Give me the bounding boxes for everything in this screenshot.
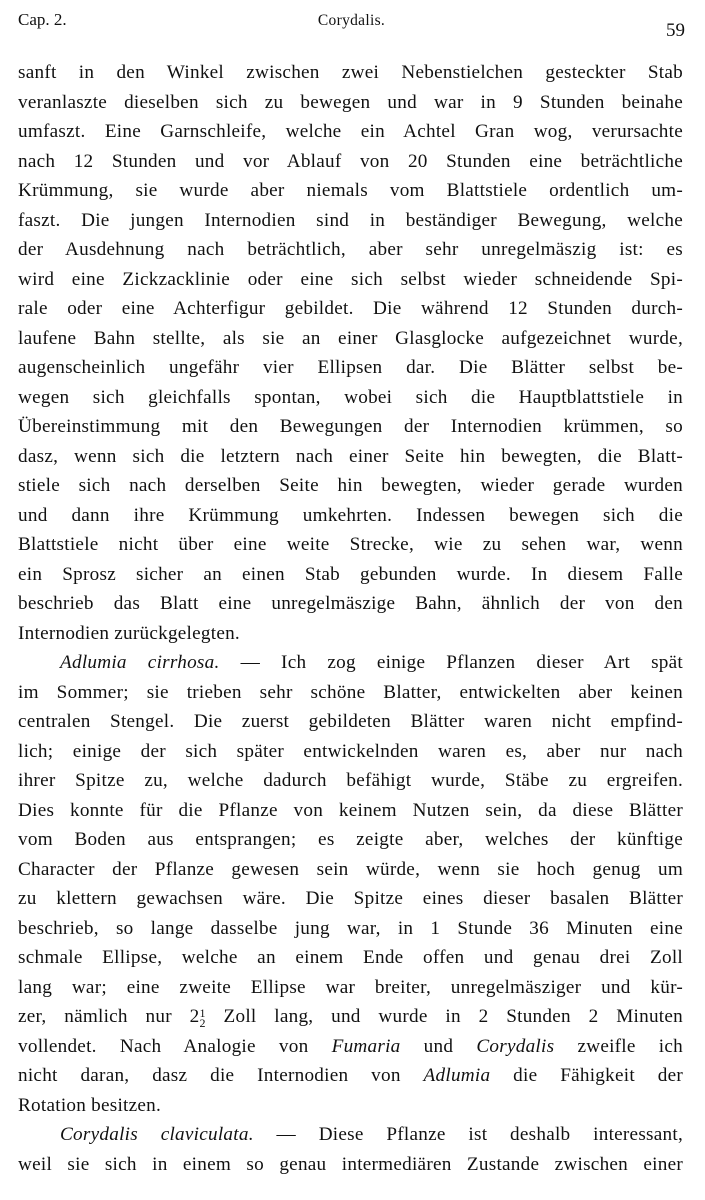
text-line xyxy=(18,884,683,914)
text-run: nach 12 Stunden und vor Ablauf von 20 Stunden eine beträchtliche xyxy=(18,150,683,172)
text-line xyxy=(18,1120,683,1150)
text-run: im Sommer; sie trieben sehr schöne Blatter, entwickelten aber keinen xyxy=(18,681,683,703)
italic-name: Corydalis claviculata. xyxy=(60,1124,254,1145)
text-run: Character der Pflanze gewesen sein würde, wenn sie hoch genug um xyxy=(18,858,683,880)
text-line xyxy=(18,147,683,177)
text-run: wird eine Zickzacklinie oder eine sich selbst wieder schneidende Spi- xyxy=(18,268,683,290)
text-run: sanft in den Winkel zwischen zwei Nebenstielchen gesteckter Stab xyxy=(18,62,683,83)
text-run: zu klettern gewachsen wäre. Die Spitze eines dieser basalen Blätter xyxy=(18,888,683,909)
text-line xyxy=(18,206,683,236)
text-line xyxy=(18,943,683,973)
italic-name: Corydalis xyxy=(476,1035,555,1057)
text-line xyxy=(18,1091,683,1121)
text-run: veranlaszte dieselben sich zu bewegen und war in 9 Stunden beinahe xyxy=(18,91,683,113)
text-line xyxy=(18,1032,683,1062)
text-line xyxy=(18,58,683,88)
text-line xyxy=(18,88,683,118)
text-line xyxy=(18,501,683,531)
text-run: — Diese Pflanze ist deshalb interessant, xyxy=(253,1124,683,1145)
text-line xyxy=(18,855,683,885)
text-line xyxy=(18,648,683,678)
text-run: vom Boden aus entsprangen; es zeigte aber, welches der künftige xyxy=(18,829,683,850)
text-line xyxy=(18,1150,683,1180)
text-line xyxy=(18,265,683,295)
text-run: augenscheinlich ungefähr vier Ellipsen dar. Die Blätter selbst be- xyxy=(18,357,683,378)
text-run: nicht daran, dasz die Internodien von xyxy=(18,1065,424,1086)
text-run: stiele sich nach derselben Seite hin bewegten, wieder gerade wurden xyxy=(18,475,683,496)
italic-name: Adlumia xyxy=(423,1065,491,1086)
text-line xyxy=(18,471,683,501)
text-line xyxy=(18,589,683,619)
text-line xyxy=(18,324,683,354)
text-run: schmale Ellipse, welche an einem Ende offen und genau drei Zoll xyxy=(18,947,683,968)
text-run: rale oder eine Achterfigur gebildet. Die während 12 Stunden durch- xyxy=(18,298,683,319)
text-run: Übereinstimmung mit den Bewegungen der Internodien krümmen, so xyxy=(18,416,683,437)
text-run: Dies konnte für die Pflanze von keinem Nutzen sein, da diese Blätter xyxy=(18,799,683,821)
text-run: vollendet. Nach Analogie von xyxy=(18,1035,332,1057)
text-run: wegen sich gleichfalls spontan, wobei sich die Hauptblattstiele in xyxy=(18,386,683,408)
text-run: ein Sprosz sicher an einen Stab gebunden wurde. In diesem Falle xyxy=(18,563,683,585)
text-run: beschrieb, so lange dasselbe jung war, in 1 Stunde 36 Minuten eine xyxy=(18,917,683,939)
text-line xyxy=(18,825,683,855)
text-run: und xyxy=(400,1035,477,1057)
italic-name: Fumaria xyxy=(331,1035,401,1057)
text-line xyxy=(18,1002,683,1032)
text-run: der Ausdehnung nach beträchtlich, aber sehr unregelmäszig ist: es xyxy=(18,239,683,260)
running-title: Corydalis. xyxy=(317,12,386,29)
text-line xyxy=(18,235,683,265)
text-run: centralen Stengel. Die zuerst gebildeten Blätter waren nicht empfind- xyxy=(18,711,683,732)
text-run: beschrieb das Blatt eine unregelmäszige Bahn, ähnlich der von den xyxy=(18,593,683,614)
fraction: 1 2 xyxy=(199,1005,206,1030)
text-line xyxy=(18,678,683,708)
text-run: laufene Bahn stellte, als sie an einer Glasglocke aufgezeichnet wurde, xyxy=(18,327,683,349)
text-run: faszt. Die jungen Internodien sind in beständiger Bewegung, welche xyxy=(18,209,683,231)
body-text xyxy=(18,58,683,1179)
page-number: 59 xyxy=(666,20,685,41)
text-line xyxy=(18,1061,683,1091)
text-run: zer, nämlich nur 2 xyxy=(18,1006,200,1027)
running-head xyxy=(18,8,685,41)
text-run: lich; einige der sich später entwickelnden waren es, aber nur nach xyxy=(18,740,683,762)
text-line xyxy=(18,117,683,147)
chapter-label: Cap. 2. xyxy=(18,10,67,29)
text-line xyxy=(18,796,683,826)
text-run: und dann ihre Krümmung umkehrten. Indessen bewegen sich die xyxy=(18,504,683,526)
text-line xyxy=(18,412,683,442)
text-line xyxy=(18,737,683,767)
text-line xyxy=(18,560,683,590)
text-line xyxy=(18,914,683,944)
text-line xyxy=(18,530,683,560)
text-run: dasz, wenn sich die letztern nach einer Seite hin bewegten, die Blatt- xyxy=(18,445,683,467)
text-line xyxy=(18,619,683,649)
text-line xyxy=(18,176,683,206)
text-line xyxy=(18,973,683,1003)
text-run: lang war; eine zweite Ellipse war breiter, unregelmäsziger und kür- xyxy=(18,976,683,998)
italic-name: Adlumia cirrhosa. xyxy=(60,652,220,673)
text-run: Blattstiele nicht über eine weite Strecke, wie zu sehen war, wenn xyxy=(18,534,683,555)
text-run: weil sie sich in einem so genau intermediären Zustande zwischen einer xyxy=(18,1153,683,1175)
text-line xyxy=(18,442,683,472)
text-run: Krümmung, sie wurde aber niemals vom Blattstiele ordentlich um- xyxy=(18,180,683,201)
text-line xyxy=(18,294,683,324)
text-run: Zoll lang, und wurde in 2 Stunden 2 Minuten xyxy=(205,1006,683,1027)
text-line xyxy=(18,353,683,383)
text-run: — Ich zog einige Pflanzen dieser Art spät xyxy=(219,652,683,673)
text-run: Internodien zurückgelegten. xyxy=(18,622,240,644)
text-line xyxy=(18,707,683,737)
text-run: die Fähigkeit der xyxy=(490,1065,683,1086)
text-line xyxy=(18,383,683,413)
text-run: ihrer Spitze zu, welche dadurch befähigt wurde, Stäbe zu ergreifen. xyxy=(18,770,683,791)
text-line xyxy=(18,766,683,796)
text-run: zweifle ich xyxy=(554,1035,683,1057)
text-run: Rotation besitzen. xyxy=(18,1094,162,1116)
text-run: umfaszt. Eine Garnschleife, welche ein Achtel Gran wog, verursachte xyxy=(18,121,683,142)
